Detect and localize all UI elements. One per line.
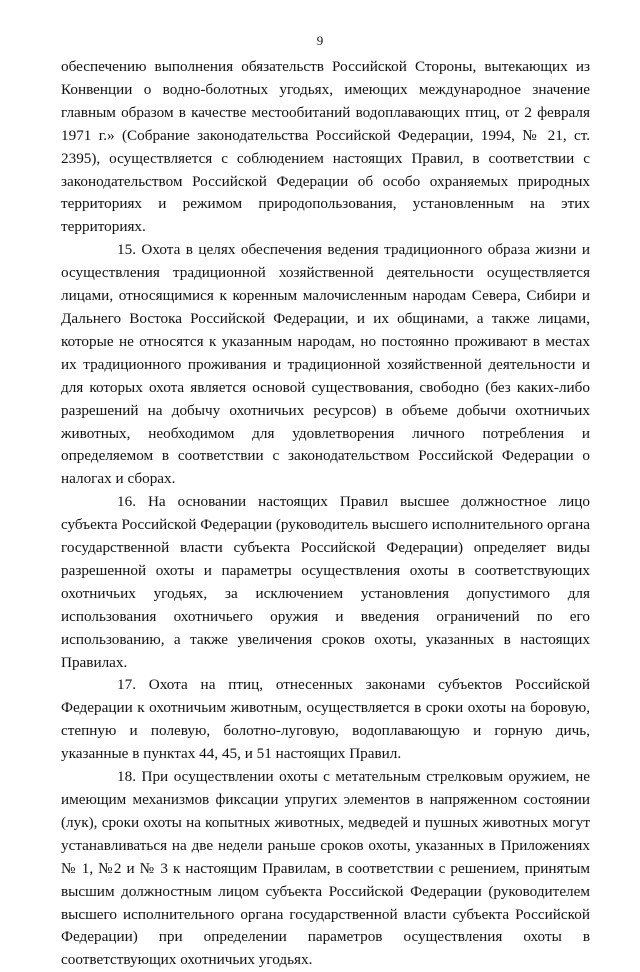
page-number: 9 <box>316 33 324 48</box>
paragraph-item-17: 17. Охота на птиц, отнесенных законами субъектов Российской Федерации к охотничьим животным, осуществляется в сроки охоты на боровую, степную и полевую, болотно-луговую, водоплавающую и горную дичь, указанные в пунктах 44, 45, и 51 настоящих Правил. <box>61 676 590 763</box>
paragraph-continuation: обеспечению выполнения обязательств Российской Стороны, вытекающих из Конвенции о водно-болотных угодьях, имеющих международное значение главным образом в качестве местообитаний водоплавающих птиц, от 2 февраля 1971 г.» (Собрание законодательства Российской Федерации, 1994, № 21, ст. 2395), осуществляется с соблюдением настоящих Правил, в соответствии с законодательством Российской Федерации об особо охраняемых природных территориях и режимом природопользования, установленным на этих территориях. <box>61 58 590 236</box>
paragraph-item-18: 18. При осуществлении охоты с метательным стрелковым оружием, не имеющим механизмов фиксации упругих элементов в напряженном состоянии (лук), сроки охоты на копытных животных, медведей и пушных животных могут устанавливаться на две недели раньше сроков охоты, указанных в Приложениях № 1, №2 и № 3 к настоящим Правилам, в соответствии с решением, принятым высшим должностным лицом субъекта Российской Федерации (руководителем высшего исполнительного органа государственной власти субъекта Российской Федерации) при определении параметров осуществления охоты в соответствующих охотничьих угодьях. <box>61 768 590 969</box>
document-body <box>61 56 590 972</box>
paragraph-item-16: 16. На основании настоящих Правил высшее должностное лицо субъекта Российской Федерации (руководитель высшего исполнительного органа государственной власти субъекта Российской Федерации) определяет виды разрешенной охоты и параметры осуществления охоты в соответствующих охотничьих угодьях, за исключением установления допустимого для использования охотничьего оружия и введения ограничений по его использованию, а также увеличения сроков охоты, указанных в настоящих Правилах. <box>61 493 590 671</box>
paragraph-item-15: 15. Охота в целях обеспечения ведения традиционного образа жизни и осуществления традиционной хозяйственной деятельности осуществляется лицами, относящимися к коренным малочисленным народам Севера, Сибири и Дальнего Востока Российской Федерации, и их общинами, а также лицами, которые не относятся к указанным народам, но постоянно проживают в местах их традиционного проживания и традиционной хозяйственной деятельности и для которых охота является основой существования, свободно (без каких-либо разрешений на добычу охотничьих ресурсов) в объеме добычи охотничьих животных, необходимом для удовлетворения личного потребления и определяемом в соответствии с законодательством Российской Федерации о налогах и сборах. <box>61 241 590 488</box>
